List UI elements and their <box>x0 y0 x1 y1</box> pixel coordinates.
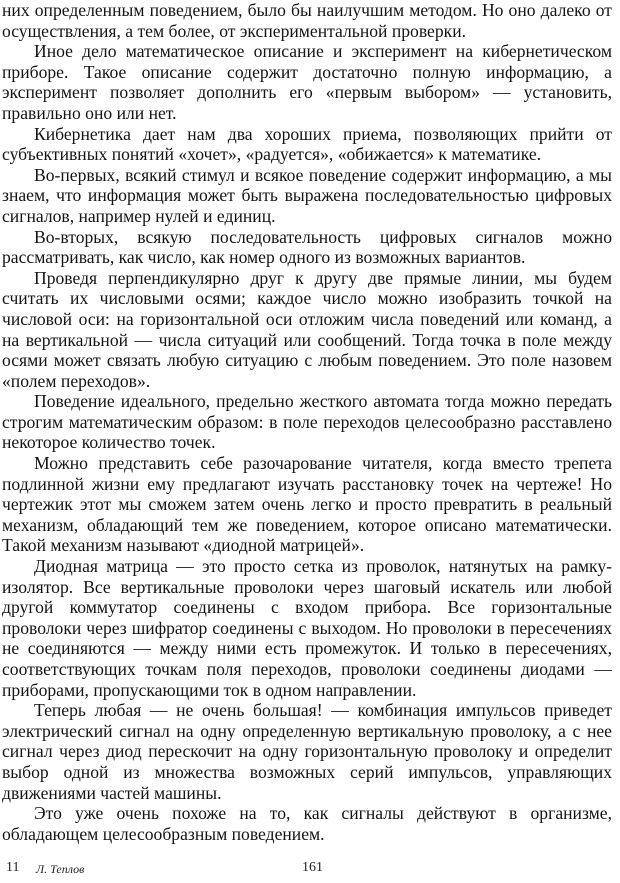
paragraph: Теперь любая — не очень большая! — комбинация импульсов приведет электрический сигнал на одну определенную вертикальную проволоку, а с нее сигнал через диод перескочит на одну горизонтальную проволоку и определит выбор одной из множества возможных серий импульсов, управляющих движениями частей машины. <box>2 700 612 803</box>
paragraph: Это уже очень похоже на то, как сигналы действуют в организме, обладающем целесообразным поведением. <box>2 803 612 844</box>
paragraph: Поведение идеального, предельно жесткого автомата тогда можно передать строгим математическим образом: в поле переходов целесообразно расставлено некоторое количество точек. <box>2 391 612 453</box>
body-text <box>2 0 612 844</box>
page-number: 161 <box>302 860 323 875</box>
paragraph: них определенным поведением, было бы наилучшим методом. Но оно далеко от осуществления, а тем более, от экспериментальной проверки. <box>2 0 612 41</box>
paragraph: Во-вторых, всякую последовательность цифровых сигналов можно рассматривать, как число, как номер одного из возможных вариантов. <box>2 226 612 268</box>
paragraph: Во-первых, всякий стимул и всякое поведение содержит информацию, а мы знаем, что информация может быть выражена последовательностью цифровых сигналов, например нулей и единиц. <box>2 164 612 226</box>
footer-author: Л. Теплов <box>36 862 85 876</box>
paragraph: Диодная матрица — это просто сетка из проволок, натянутых на рамку-изолятор. Все вертикальные проволоки через шаговый искатель или любой другой коммутатор соединены с входом прибора. Все горизонтальные проволоки через шифратор соединены с выходом. Но проволоки в пересечениях не соединяются — между ними есть промежуток. И только в пересечениях, соответствующих точкам поля переходов, проволоки соединены диодами — приборами, пропускающими ток в одном направлении. <box>2 556 612 700</box>
book-page <box>2 0 612 844</box>
paragraph: Проведя перпендикулярно друг к другу две прямые линии, мы будем считать их числовыми осями; каждое число можно изобразить точкой на числовой оси: на горизонтальной оси отложим числа поведений или команд, а на вертикальной — числа ситуаций или сообщений. Тогда точка в поле между осями может связать любую ситуацию с любым поведением. Это поле назовем «полем переходов». <box>2 267 612 391</box>
paragraph: Можно представить себе разочарование читателя, когда вместо трепета подлинной жизни ему предлагают изучать расстановку точек на чертеже! Но чертежик этот мы сможем затем очень легко и просто превратить в реальный механизм, обладающий тем же поведением, которое описано математически. Такой механизм называют «диодной матрицей». <box>2 453 612 556</box>
printer-signature-number: 11 <box>6 860 20 875</box>
page-footer <box>6 860 606 882</box>
paragraph: Иное дело математическое описание и эксперимент на кибернетическом приборе. Такое описание содержит достаточно полную информацию, а эксперимент позволяет дополнить его «первым выбором» — установить, правильно оно или нет. <box>2 41 612 123</box>
paragraph: Кибернетика дает нам два хороших приема, позволяющих прийти от субъективных понятий «хочет», «радуется», «обижается» к математике. <box>2 123 612 165</box>
